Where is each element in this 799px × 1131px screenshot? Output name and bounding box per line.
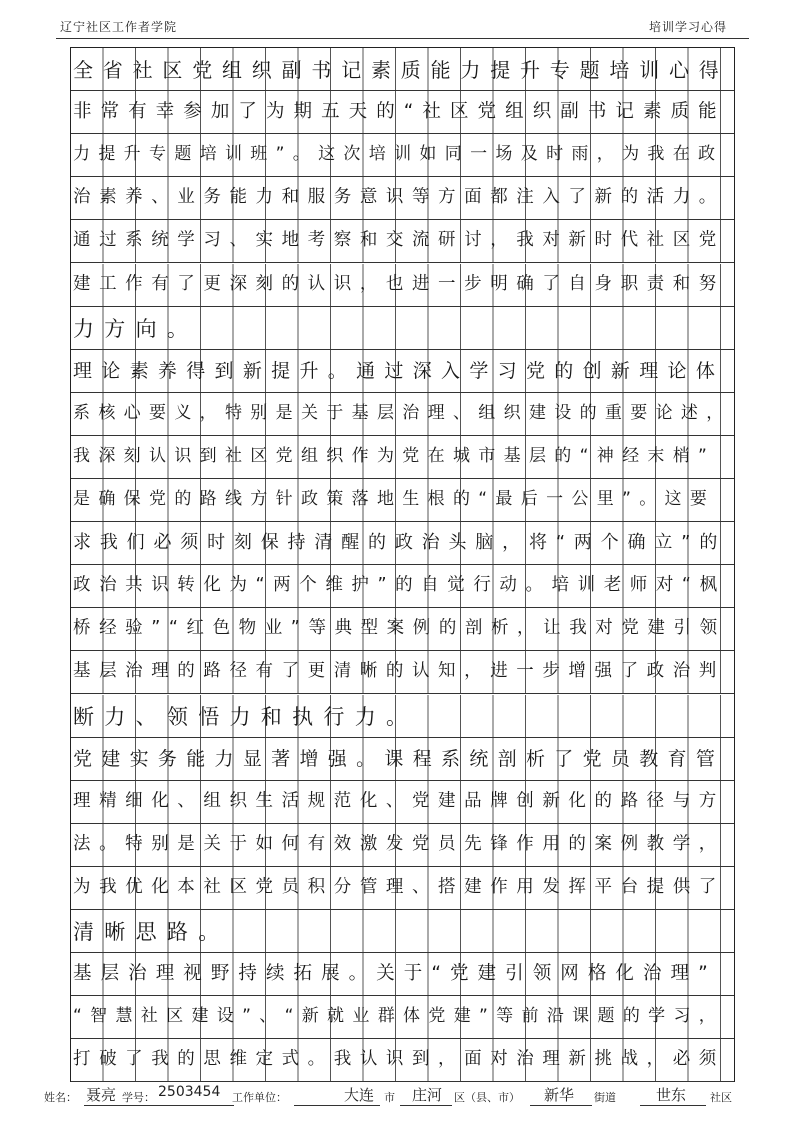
work-unit-label: 工作单位： (232, 1091, 287, 1104)
handwritten-line: 断力、领悟力和执行力。 (73, 704, 418, 729)
grid-row (71, 48, 734, 91)
handwritten-line: 法。特别是关于如何有效激发党员先锋作用的案例教学， (73, 833, 725, 854)
grid-row (71, 522, 734, 565)
district-name: 庄河 (412, 1086, 443, 1104)
handwritten-line: 打破了我的思维定式。我认识到，面对治理新挑战，必须 (73, 1049, 725, 1070)
district-underline (400, 1105, 452, 1106)
handwritten-line: 理精细化、组织生活规范化、党建品牌创新化的路径与方 (73, 790, 725, 811)
community-name: 世东 (656, 1086, 687, 1104)
header-document-type: 培训学习心得 (648, 20, 727, 34)
handwritten-line: 桥经验”“红色物业”等典型案例的剖析，让我对党建引领 (73, 618, 726, 639)
community-underline (640, 1105, 706, 1106)
handwritten-line: 建工作有了更深刻的认识，也进一步明确了自身职责和努 (73, 273, 725, 294)
header-school-name: 辽宁社区工作者学院 (60, 20, 178, 34)
handwritten-line: “智慧社区建设”、“新就业群体党建”等前沿课题的学习， (73, 1006, 725, 1027)
grid-row (71, 824, 734, 867)
handwritten-line: 力方向。 (73, 316, 199, 341)
street-name: 新华 (544, 1086, 575, 1104)
city-underline (294, 1105, 380, 1106)
grid-row (71, 134, 734, 177)
handwritten-line: 基层治理的路径有了更清晰的认知，进一步增强了政治判 (73, 661, 725, 682)
grid-row (71, 307, 734, 350)
handwritten-line: 非常有幸参加了为期五天的“社区党组织副书记素质能 (73, 101, 726, 123)
handwritten-line: 全省社区党组织副书记素质能力提升专题培训心得 (73, 58, 729, 82)
grid-row (71, 264, 734, 307)
handwritten-line: 党建实务能力显著增强。课程系统剖析了党员教育管 (73, 747, 725, 770)
handwritten-line: 清晰思路。 (73, 920, 230, 944)
handwritten-line: 求我们必须时刻保持清醒的政治头脑，将“两个确立”的 (73, 532, 727, 554)
header-rule (56, 38, 749, 39)
grid-row (71, 565, 734, 608)
district-suffix: 区（县、市） (454, 1091, 520, 1104)
grid-row (71, 996, 734, 1039)
grid-row (71, 608, 734, 651)
handwritten-line: 我深刻认识到社区党组织作为党在城市基层的“神经末梢” (73, 445, 716, 466)
grid-row (71, 220, 734, 263)
grid-row (71, 177, 734, 220)
student-info-footer (44, 1083, 744, 1113)
city-suffix: 市 (384, 1091, 395, 1104)
handwritten-line: 治素养、业务能力和服务意识等方面都注入了新的活力。 (73, 187, 725, 208)
grid-row (71, 651, 734, 694)
name-label: 姓名： (44, 1091, 77, 1104)
community-suffix: 社区 (710, 1091, 732, 1104)
student-name: 聂亮 (86, 1086, 117, 1104)
grid-row (71, 393, 734, 436)
grid-row (71, 350, 734, 393)
handwritten-line: 理论素养得到新提升。通过深入学习党的创新理论体 (73, 359, 725, 382)
handwritten-line: 是确保党的路线方针政策落地生根的“最后一公里”。这要 (73, 489, 716, 509)
grid-row (71, 91, 734, 134)
handwritten-line: 为我优化本社区党员积分管理、搭建作用发挥平台提供了 (73, 876, 725, 897)
handwritten-line: 通过系统学习、实地考察和交流研讨，我对新时代社区党 (73, 230, 725, 251)
handwritten-line: 系核心要义，特别是关于基层治理、组织建设的重要论述， (73, 402, 732, 423)
grid-row (71, 910, 734, 953)
grid-row (71, 738, 734, 781)
grid-row (71, 953, 734, 996)
grid-row (71, 436, 734, 479)
grid-row (71, 479, 734, 522)
city-name: 大连 (344, 1086, 375, 1104)
grid-row (71, 867, 734, 910)
grid-row (71, 1039, 734, 1082)
grid-paper-sheet (70, 47, 735, 1082)
name-id-underline (84, 1105, 234, 1106)
handwritten-line: 力提升专题培训班”。这次培训如同一场及时雨，为我在政 (73, 144, 724, 165)
student-id: 2503454 (158, 1084, 221, 1100)
street-underline (530, 1105, 592, 1106)
student-id-label: 学号： (122, 1091, 155, 1104)
grid-row (71, 695, 734, 738)
handwritten-line: 基层治理视野持续拓展。关于“党建引领网格化治理” (73, 963, 717, 985)
street-suffix: 街道 (594, 1091, 616, 1104)
handwritten-line: 政治共识转化为“两个维护”的自觉行动。培训老师对“枫 (73, 575, 726, 596)
grid-row (71, 781, 734, 824)
